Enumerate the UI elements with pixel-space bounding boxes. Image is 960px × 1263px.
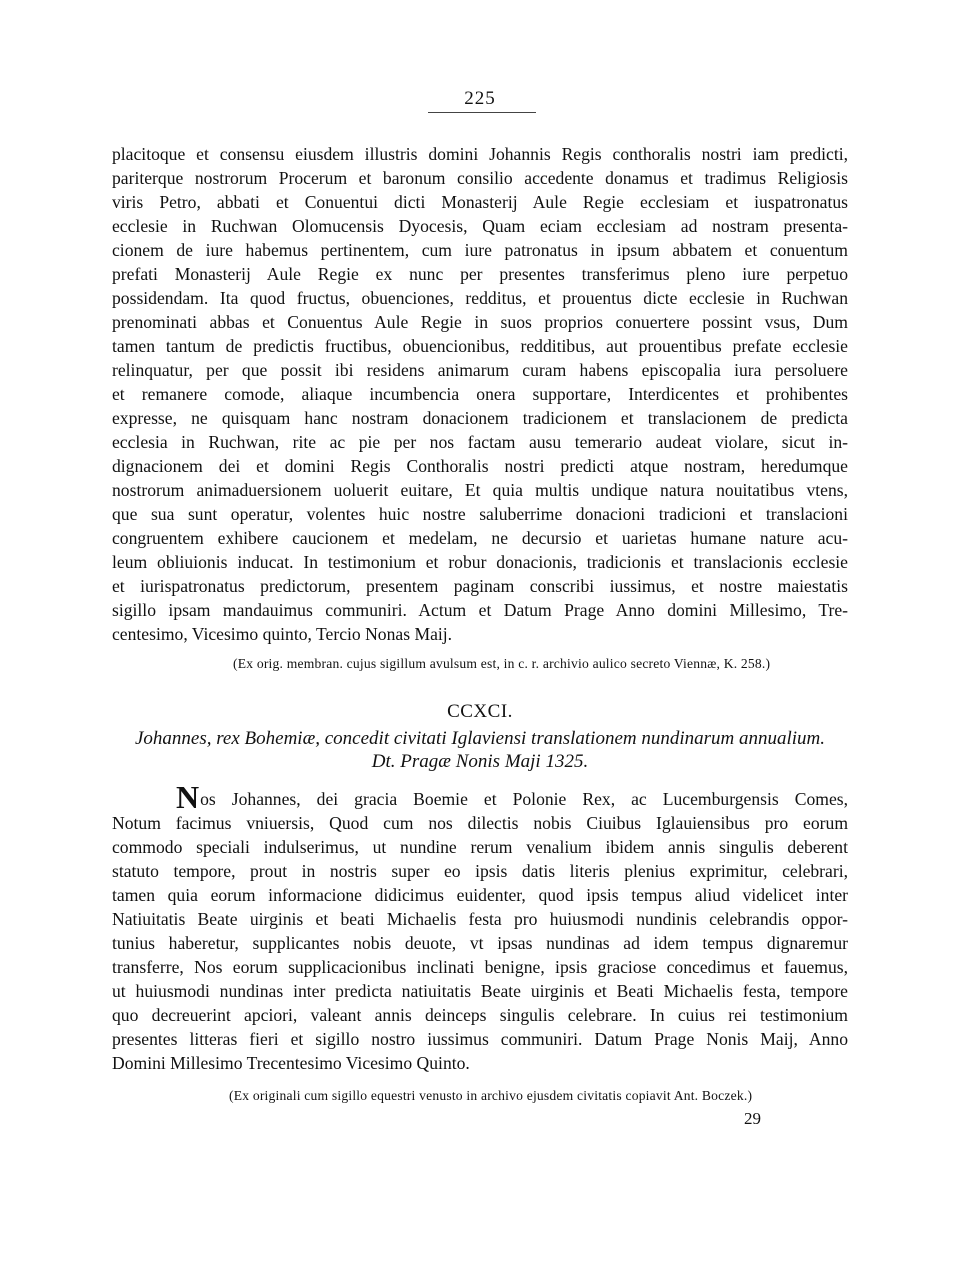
text-line: centesimo, Vicesimo quinto, Tercio Nonas Maij.: [112, 624, 453, 644]
document-title: Johannes, rex Bohemiæ, concedit civitati Iglaviensi translationem nundinarum annualium.: [134, 728, 826, 749]
text-line: congruentem exhibere caucionem et medelam, ne decursio et uarietas humane nature acu-: [112, 528, 848, 548]
text-line: leum obliuionis inducat. In testimonium et robur donacionis, tradicionis et translacionis ecclesie: [112, 552, 848, 572]
page-number: 225: [464, 88, 496, 109]
text-line: que sua sunt operatur, volentes huic nostre saluberrime donacioni tradicioni et translacioni: [112, 504, 848, 524]
header-rule: [428, 112, 536, 113]
text-line: commodo speciali indulserimus, ut nundine rerum venalium ibidem annis singulis deberent: [112, 837, 848, 857]
document-date: Dt. Pragæ Nonis Maji 1325.: [371, 751, 589, 772]
text-line: sigillo ipsam mandauimus communiri. Actum et Datum Prage Anno domini Millesimo, Tre-: [112, 600, 848, 620]
text-line: transferre, Nos eorum supplicacionibus inclinati benigne, ipsis graciose concedimus et fauemus,: [112, 957, 848, 977]
text-line: tamen quia eorum informacione didicimus euidenter, quod ipsis tempus aliud videlicet inter: [112, 885, 848, 905]
document-number: CCXCI.: [447, 701, 513, 722]
text-line: prefati Monasterij Aule Regie ex nunc per presentes transferimus pleno iure perpetuo: [112, 264, 848, 284]
text-line: pariterque nostrorum Procerum et baronum consilio accedente donamus et tradimus Religiosis: [112, 168, 848, 188]
text-line: et remanere comode, aliaque incumbencia onera supportare, Interdicentes et prohibentes: [112, 384, 848, 404]
initial-letter: N: [176, 779, 200, 815]
text-line: Notum facimus vniuersis, Quod cum nos dilectis nobis Ciuibus Iglauiensibus pro eorum: [112, 813, 848, 833]
source-note: (Ex originali cum sigillo equestri venusto in archivo ejusdem civitatis copiavit Ant. Boczek.): [229, 1088, 753, 1103]
text-line: prenominati abbas et Conuentus Aule Regie in suos proprios conuertere possint vsus, Dum: [112, 312, 848, 332]
text-line: expresse, ne quisquam hanc nostram donacionem tradicionem et translacionem de predicta: [112, 408, 848, 428]
text-line: os Johannes, dei gracia Boemie et Polonie Rex, ac Lucemburgensis Comes,: [200, 789, 848, 809]
text-line: quo decreuerint apciori, valeant annis deinceps singulis celebrare. In cuius rei testimonium: [112, 1005, 848, 1025]
text-line: et iurispatronatus predictorum, presentem paginam conscribi iussimus, et nostre maiestatis: [112, 576, 848, 596]
text-line: tunius haberetur, supplicantes nobis deuote, vt ipsas nundinas ad idem tempus dignaremur: [112, 933, 848, 953]
text-line: ecclesia in Ruchwan, rite ac pie per nos factam ausu temerario audeat violare, sicut in-: [112, 432, 848, 452]
source-note: (Ex orig. membran. cujus sigillum avulsum est, in c. r. archivio aulico secreto Viennæ, K. 258.): [233, 656, 771, 671]
signature-mark: 29: [744, 1109, 761, 1128]
text-line: Domini Millesimo Trecentesimo Vicesimo Quinto.: [112, 1053, 470, 1073]
text-line: tamen tantum de predictis fructibus, obuencionibus, redditibus, aut prouentibus prefate ecclesie: [112, 336, 848, 356]
text-line: placitoque et consensu eiusdem illustris domini Johannis Regis conthoralis nostri iam predicti,: [112, 144, 848, 164]
text-line: ut huiusmodi nundinas inter predicta natiuitatis Beate uirginis et Beati Michaelis festa, tempore: [112, 981, 848, 1001]
text-line: presentes litteras fieri et sigillo nostro iussimus communiri. Datum Prage Nonis Maij, Anno: [112, 1029, 848, 1049]
text-line: Natiuitatis Beate uirginis et beati Michaelis festa pro huiusmodi nundinis celebrandis oppor-: [112, 909, 848, 929]
text-line: ecclesie in Ruchwan Olomucensis Dyocesis, Quam eciam ecclesiam ad nostram presenta-: [112, 216, 848, 236]
text-line: cionem de iure habemus pertinentem, cum iure patronatus in ipsum abbatem et conuentum: [112, 240, 848, 260]
text-line: possidendam. Ita quod fructus, obuenciones, redditus, et prouentus dicte ecclesie in Ruchwan: [112, 288, 848, 308]
text-line: nostrorum animaduersionem uoluerit euitare, Et quia multis undique natura nouitatibus vtens,: [112, 480, 848, 500]
first-text-line: [176, 779, 848, 815]
text-line: viris Petro, abbati et Conuentui dicti Monasterij Aule Regie ecclesiam et iuspatronatus: [112, 192, 848, 212]
text-line: dignacionem dei et domini Regis Conthoralis nostri predicti atque nostram, heredumque: [112, 456, 848, 476]
text-line: statuto tempore, prout in nostris super eo ipsis datis literis plenius exprimitur, celebrari,: [112, 861, 848, 881]
text-line: relinquatur, per que possit ibi residens animarum curam habens episcopalia iura persoluere: [112, 360, 848, 380]
